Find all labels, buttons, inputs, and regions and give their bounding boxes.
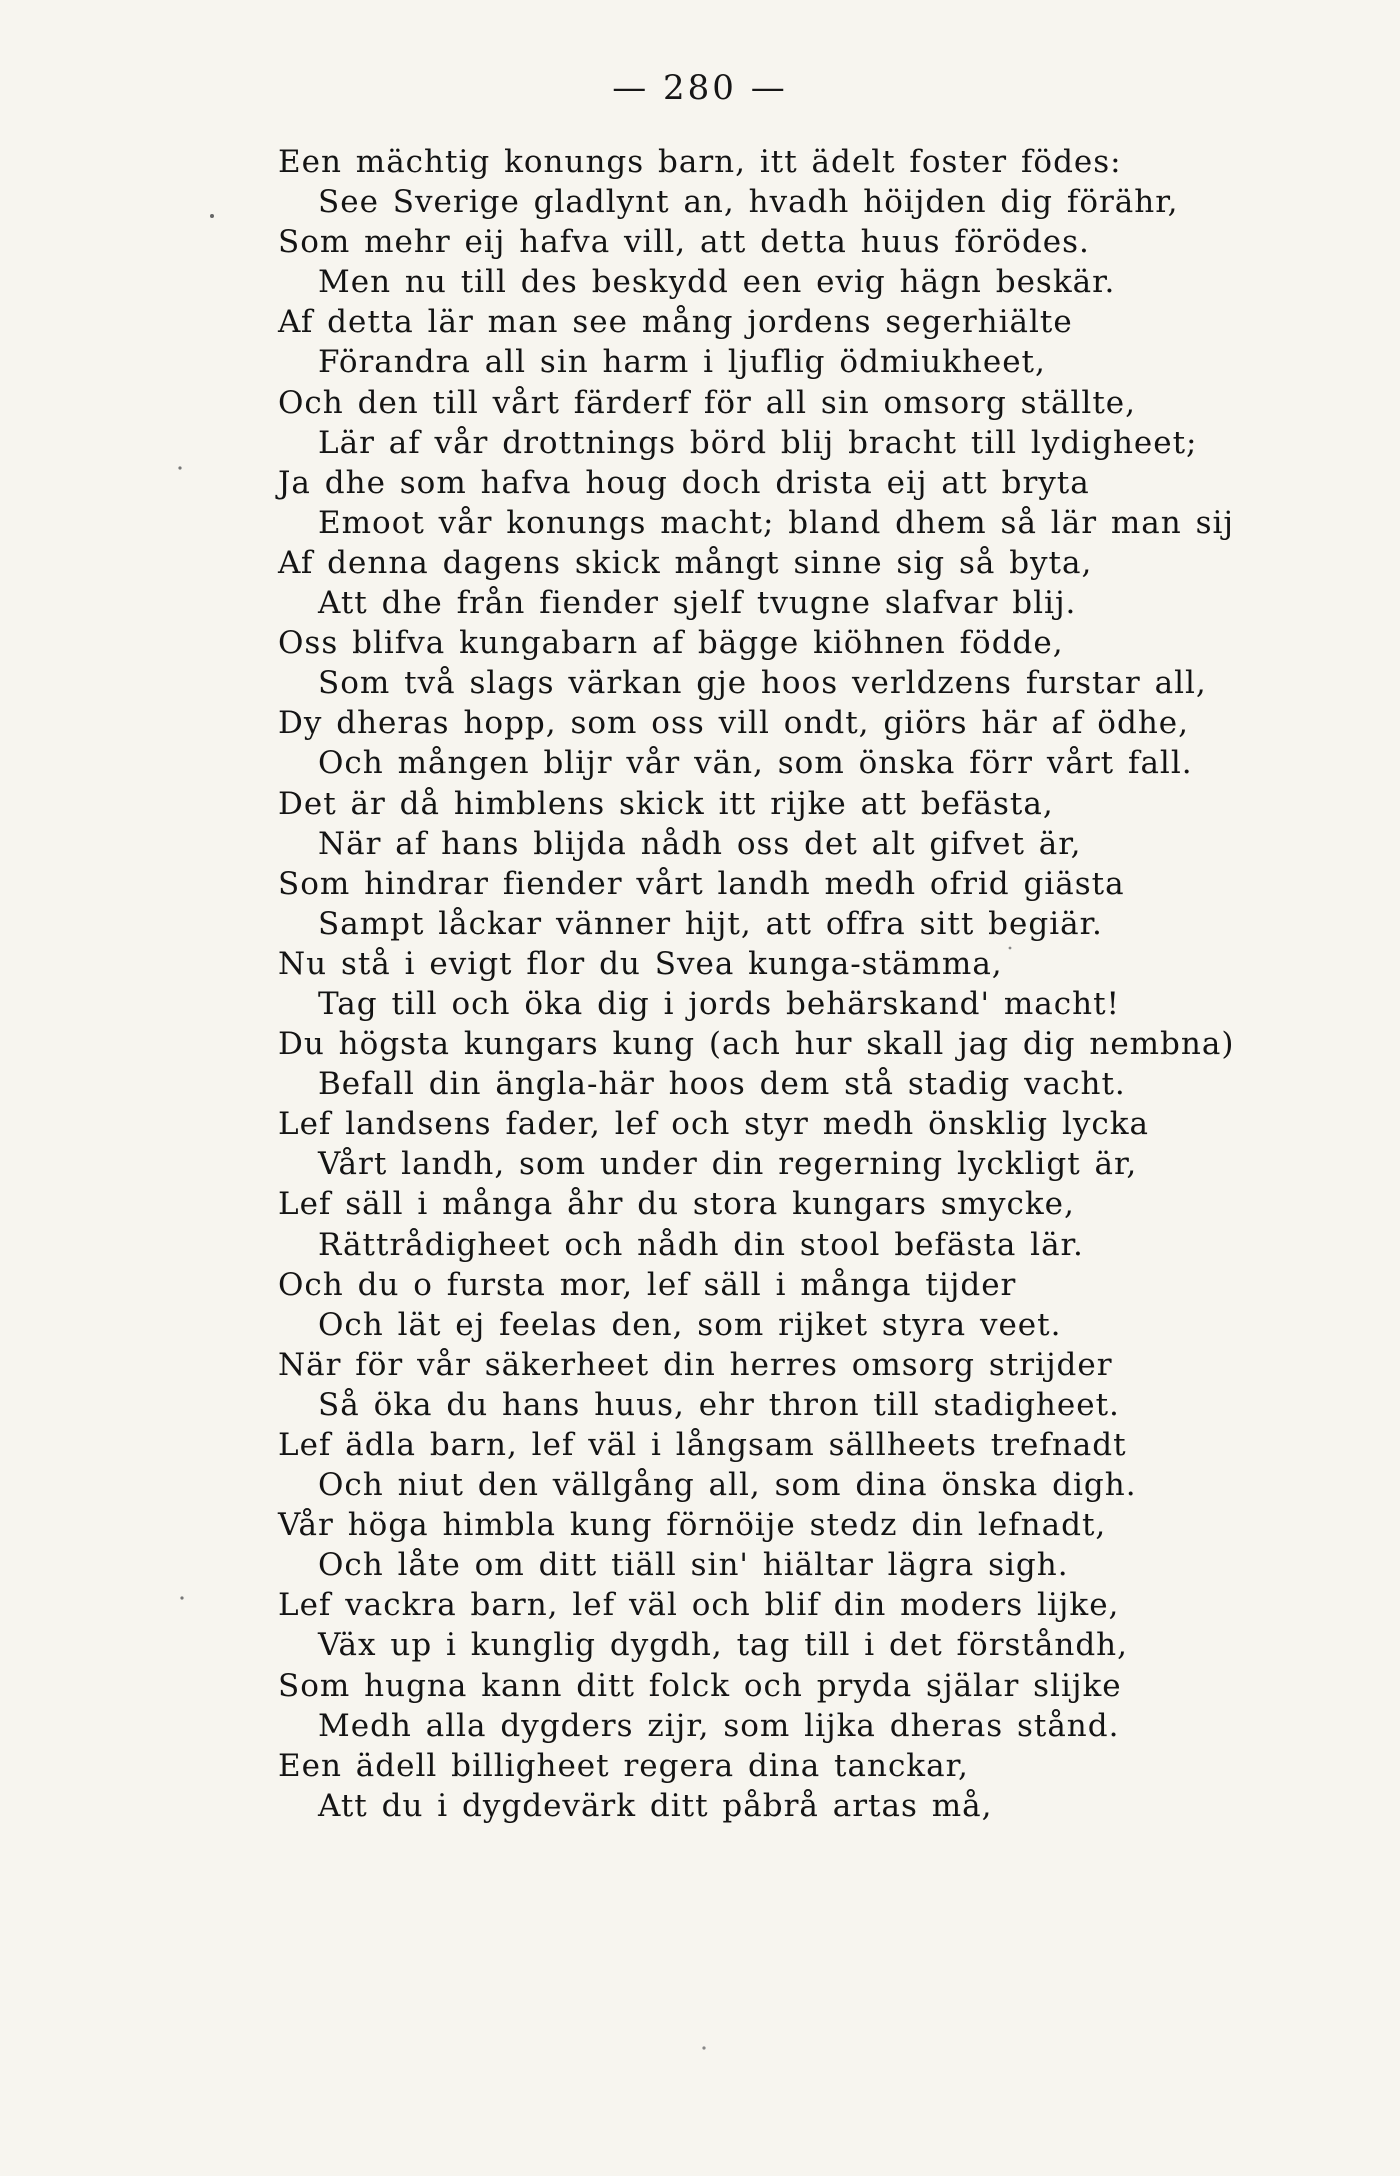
poem-line: Och niut den vällgång all, som dina önska digh. [318, 1467, 1137, 1504]
poem-line: Det är då himblens skick itt rijke att befästa, [278, 785, 1054, 822]
poem-line: Sampt låckar vänner hijt, att offra sitt begiär. [318, 905, 1103, 942]
poem-line: Som hindrar fiender vårt landh medh ofrid giästa [278, 865, 1125, 902]
poem-line: Oss blifva kungabarn af bägge kiöhnen födde, [278, 625, 1064, 662]
poem-line: Dy dheras hopp, som oss vill ondt, giörs här af ödhe, [278, 705, 1189, 742]
poem-line: Lär af vår drottnings börd blij bracht till lydigheet; [318, 424, 1198, 461]
poem-line: Men nu till des beskydd een evig hägn beskär. [318, 264, 1116, 301]
poem-line: See Sverige gladlynt an, hvadh höijden dig förähr, [318, 184, 1179, 221]
poem-line: Och låte om ditt tiäll sin' hiältar lägra sigh. [318, 1547, 1069, 1584]
poem-line: Lef landsens fader, lef och styr medh önsklig lycka [278, 1106, 1150, 1143]
poem-line: Emoot vår konungs macht; bland dhem så lär man sij [318, 504, 1234, 541]
poem-line: Och den till vårt färderf för all sin omsorg ställte, [278, 384, 1136, 421]
poem-line: Lef säll i många åhr du stora kungars smycke, [278, 1186, 1075, 1223]
poem-line: Lef ädla barn, lef väl i långsam sällheets trefnadt [278, 1427, 1127, 1463]
poem-line: Befall din ängla-här hoos dem stå stadig vacht. [318, 1066, 1126, 1103]
poem-line: Som mehr eij hafva vill, att detta huus förödes. [278, 224, 1090, 261]
poem-line: Vår höga himbla kung förnöije stedz din lefnadt, [278, 1507, 1107, 1544]
poem-line: Att du i dygdevärk ditt påbrå artas må, [318, 1787, 993, 1824]
poem-line: Nu stå i evigt flor du Svea kunga-stämma, [278, 945, 1003, 982]
speck [180, 1596, 183, 1599]
poem-line: Förandra all sin harm i ljuflig ödmiukheet, [318, 344, 1046, 381]
poem-line: Af denna dagens skick mångt sinne sig så byta, [278, 544, 1093, 581]
poem-line: Som hugna kann ditt folck och pryda själar slijke [278, 1667, 1122, 1704]
poem-line: Rättrådigheet och nådh din stool befästa lär. [318, 1226, 1084, 1263]
poem-line: Tag till och öka dig i jords behärskand' macht! [318, 985, 1120, 1022]
poem-line: Så öka du hans huus, ehr thron till stadigheet. [318, 1386, 1120, 1423]
poem-line: När af hans blijda nådh oss det alt gifvet är, [318, 825, 1082, 862]
poem-line: Lef vackra barn, lef väl och blif din moders lijke, [278, 1587, 1120, 1624]
poem-line: Een mächtig konungs barn, itt ädelt foster födes: [278, 144, 1122, 180]
speck [702, 2046, 705, 2049]
poem-line: Vårt landh, som under din regerning lyckligt är, [318, 1146, 1138, 1183]
poem-line: Och mången blijr vår vän, som önska förr vårt fall. [318, 745, 1193, 782]
poem-line: Du högsta kungars kung (ach hur skall jag dig nembna) [278, 1026, 1235, 1063]
poem-line: Af detta lär man see mång jordens segerhiälte [278, 304, 1073, 341]
speck [210, 214, 214, 218]
poem-line: Och du o fursta mor, lef säll i många tijder [278, 1266, 1017, 1303]
poem-body [278, 142, 1338, 1826]
poem-line: När för vår säkerheet din herres omsorg strijder [278, 1346, 1113, 1383]
poem-line: Medh alla dygders zijr, som lijka dheras stånd. [318, 1707, 1120, 1744]
poem-line: Som två slags värkan gje hoos verldzens furstar all, [318, 665, 1207, 702]
poem-line: Ja dhe som hafva houg doch drista eij att bryta [278, 464, 1090, 501]
poem-line: Väx up i kunglig dygdh, tag till i det förståndh, [318, 1627, 1128, 1664]
poem-line: Een ädell billigheet regera dina tanckar, [278, 1747, 969, 1784]
page-number: — 280 — [612, 68, 788, 108]
poem-line: Och lät ej feelas den, som rijket styra veet. [318, 1306, 1062, 1343]
speck [178, 466, 181, 469]
poem-line: Att dhe från fiender sjelf tvugne slafvar blij. [318, 585, 1077, 622]
